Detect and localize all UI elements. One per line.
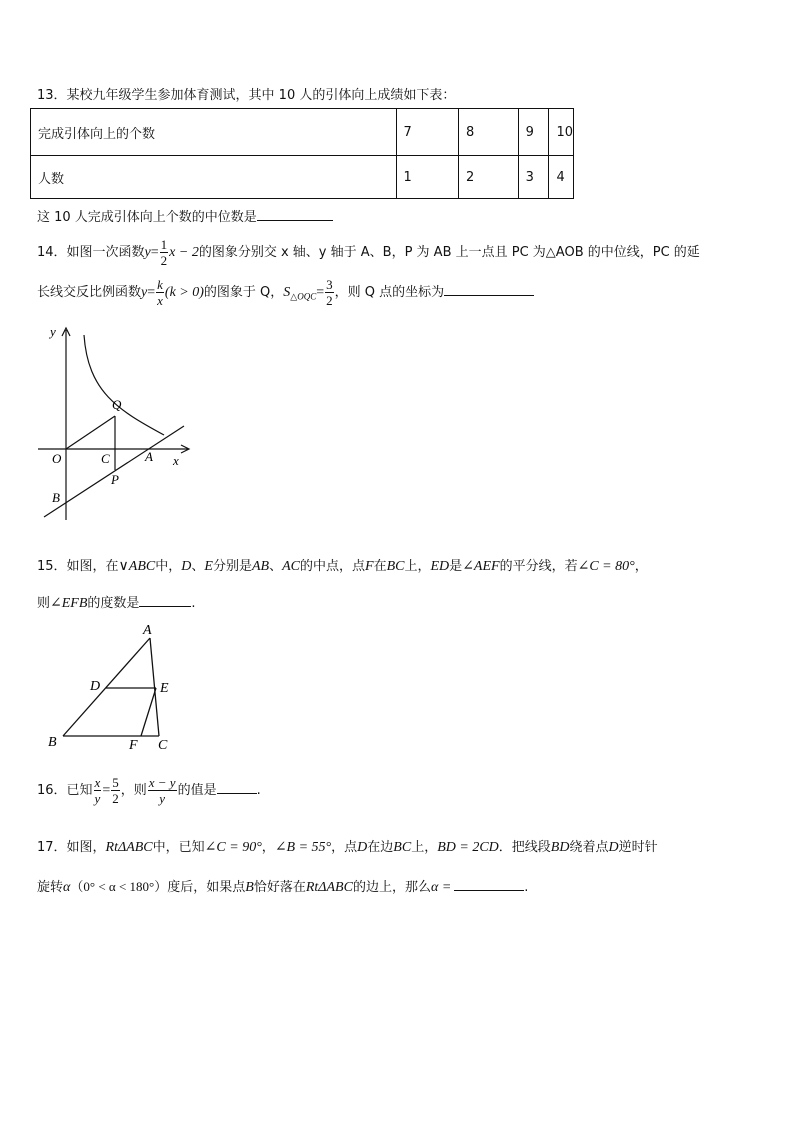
label-b: B: [52, 490, 60, 505]
q17-text: ，点: [331, 840, 358, 855]
label-c: C: [101, 451, 110, 466]
table-cell-label: 完成引体向上的个数: [31, 109, 397, 156]
q17-text: ，: [261, 840, 275, 855]
q15-text: 、: [269, 559, 283, 574]
math-var: α: [63, 880, 71, 895]
q14-line1: [37, 238, 700, 267]
table-cell-label: 人数: [31, 156, 397, 199]
fraction-five-halves: [111, 776, 120, 805]
label-a: A: [143, 623, 152, 638]
q13-question-text: 这 10 人完成引体向上个数的中位数是: [37, 210, 257, 225]
frac-den: y: [94, 791, 101, 806]
math-op: =: [150, 245, 159, 260]
q16-text: ，则: [120, 783, 147, 798]
q16-text: .: [256, 783, 261, 798]
q15-text: ，: [634, 559, 648, 574]
fraction-three-halves: [325, 278, 334, 307]
q15-line2: [37, 592, 196, 612]
q15-text: 则: [37, 596, 51, 611]
math-condition: (k > 0): [164, 285, 204, 300]
math-segment: BC: [393, 840, 412, 855]
answer-blank[interactable]: [454, 877, 524, 891]
q14-text: 的图象于 Q，: [203, 285, 284, 300]
label-y: y: [50, 324, 56, 339]
math-point: D: [181, 559, 192, 574]
q17-text: 度后，如果点: [167, 880, 246, 895]
q17-text: 恰好落在: [253, 880, 306, 895]
math-range: （0° < α < 180°）: [70, 879, 168, 894]
frac-num: x − y: [148, 775, 176, 790]
math-op: =: [316, 285, 325, 300]
math-point: D: [357, 840, 368, 855]
math-point: F: [365, 559, 374, 574]
table-cell: 4: [549, 156, 574, 199]
math-expr: x − 2: [169, 245, 199, 260]
math-angle: ∠C = 90°: [204, 840, 262, 855]
hyperbola-curve: [84, 335, 164, 435]
q15-text: .: [191, 596, 196, 611]
q14-text: 长线交反比例函数: [37, 285, 142, 300]
table-cell: 8: [459, 109, 519, 156]
math-segment: BD: [550, 840, 570, 855]
label-o: O: [52, 451, 62, 466]
answer-blank[interactable]: [217, 780, 257, 794]
q17-text: 的边上，那么: [352, 880, 431, 895]
score-table: [30, 108, 574, 199]
label-c: C: [158, 738, 168, 753]
math-angle: ∠C = 80°: [577, 559, 635, 574]
q15-text: 在: [373, 559, 387, 574]
q16-line: [37, 776, 261, 805]
math-point: D: [608, 840, 619, 855]
q14-text: 14．如图一次函数: [37, 245, 145, 260]
frac-den: 2: [112, 791, 119, 806]
math-equation: α =: [430, 880, 452, 895]
q17-line2: [37, 876, 528, 896]
table-row: [31, 109, 574, 156]
math-var: y: [144, 245, 151, 260]
math-triangle: RtΔABC: [105, 840, 153, 855]
fraction-k-over-x: [156, 278, 164, 307]
label-x: x: [173, 453, 179, 468]
math-equation: BD = 2CD: [437, 840, 499, 855]
q15-text: 的度数是: [87, 596, 140, 611]
q17-text: ．把线段: [498, 840, 551, 855]
table-cell: 2: [459, 156, 519, 199]
frac-den: x: [157, 293, 163, 308]
math-triangle: ∨ABC: [118, 559, 156, 574]
q13-question: [37, 206, 333, 225]
segment-ef: [141, 688, 156, 736]
q16-text: 16．已知: [37, 783, 93, 798]
side-ac: [150, 638, 159, 736]
q14-text: 的图象分别交 x 轴、y 轴于 A、B，P 为 AB 上一点且 PC 为△AOB 的中位线，PC 的延: [198, 245, 700, 260]
q17-text: 17．如图，: [37, 840, 106, 855]
label-f: F: [129, 738, 138, 753]
frac-num: x: [94, 775, 101, 790]
fraction-half: [160, 238, 169, 267]
q14-text: ，则 Q 点的坐标为: [334, 285, 445, 300]
math-segment: ED: [430, 559, 450, 574]
table-cell: 1: [396, 156, 459, 199]
q15-text: 的中点，点: [300, 559, 366, 574]
answer-blank[interactable]: [139, 593, 191, 607]
table-row: [31, 156, 574, 199]
frac-den: y: [148, 790, 177, 805]
label-a: A: [145, 449, 153, 464]
q17-line1: [37, 836, 658, 856]
q17-text: 旋转: [37, 880, 64, 895]
math-segment: AB: [251, 559, 270, 574]
label-q: Q: [112, 397, 122, 412]
segment-oq: [66, 416, 115, 449]
frac-num: 5: [112, 775, 119, 790]
answer-blank[interactable]: [257, 207, 333, 221]
q15-text: 是: [449, 559, 463, 574]
q15-text: 分别是: [212, 559, 252, 574]
math-area-sub: △OQC: [290, 291, 317, 302]
math-segment: BC: [386, 559, 405, 574]
q15-text: 上，: [404, 559, 431, 574]
table-cell: 7: [396, 109, 459, 156]
math-angle: ∠B = 55°: [274, 840, 332, 855]
q13-intro: 13．某校九年级学生参加体育测试，其中 10 人的引体向上成绩如下表：: [37, 88, 456, 103]
frac-num: 3: [326, 277, 333, 292]
table-cell: 10: [549, 109, 574, 156]
fraction-xy-over-y: [148, 776, 177, 805]
q17-text: 中，已知: [152, 840, 205, 855]
table-cell: 9: [518, 109, 549, 156]
q15-line1: [37, 555, 648, 575]
q17-text: 在边: [367, 840, 394, 855]
q17-text: 逆时针: [618, 840, 658, 855]
math-segment: AC: [282, 559, 300, 574]
math-triangle: RtΔABC: [305, 880, 353, 895]
q15-text: 中，: [155, 559, 182, 574]
table-cell: 3: [518, 156, 549, 199]
math-angle: ∠EFB: [50, 596, 88, 611]
frac-den: 2: [160, 253, 168, 268]
q15-text: 、: [191, 559, 205, 574]
q15-text: 的平分线，若: [499, 559, 578, 574]
q16-text: 的值是: [177, 783, 217, 798]
math-area-label: S: [283, 285, 291, 300]
q14-figure: [28, 322, 198, 527]
math-op: =: [102, 783, 111, 798]
frac-num: k: [157, 277, 163, 292]
frac-num: 1: [160, 237, 168, 252]
math-var: y: [141, 285, 148, 300]
math-point: E: [204, 559, 213, 574]
q17-text: 绕着点: [569, 840, 609, 855]
math-point: B: [245, 880, 254, 895]
side-ab: [63, 638, 150, 736]
q15-figure: [45, 620, 195, 755]
math-angle: ∠AEF: [462, 559, 500, 574]
label-b: B: [48, 735, 57, 750]
frac-den: 2: [326, 293, 333, 308]
q17-text: 上，: [411, 840, 438, 855]
math-op: =: [147, 285, 156, 300]
q17-text: .: [524, 880, 529, 895]
label-p: P: [111, 472, 119, 487]
label-d: D: [90, 679, 101, 694]
fraction-x-over-y: [94, 776, 102, 805]
q14-line2: [37, 278, 534, 307]
q15-text: 15．如图，在: [37, 559, 119, 574]
answer-blank[interactable]: [444, 282, 534, 296]
label-e: E: [160, 681, 169, 696]
